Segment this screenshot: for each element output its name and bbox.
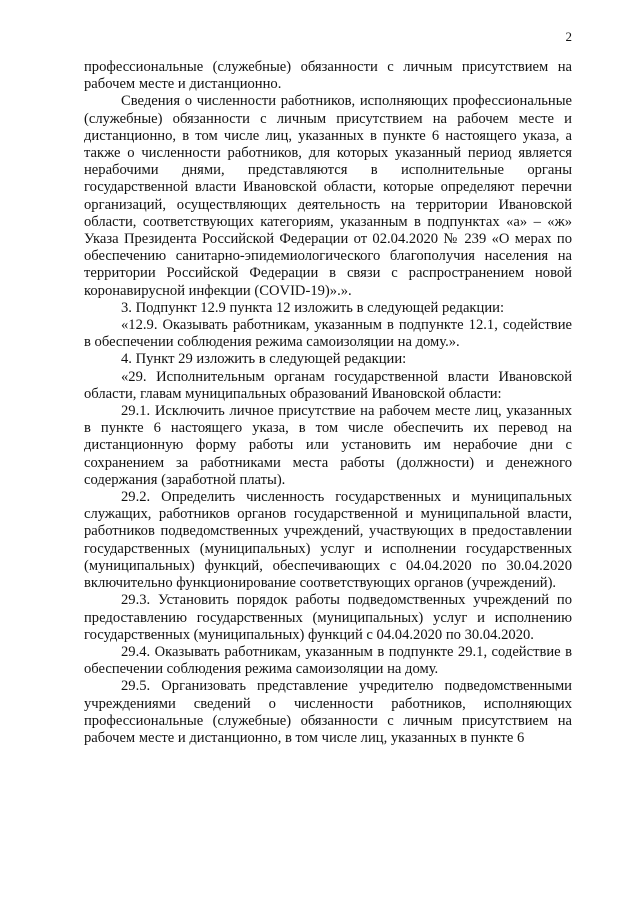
- paragraph-item-4: 4. Пункт 29 изложить в следующей редакции:: [121, 351, 407, 368]
- document-body: [84, 59, 572, 747]
- paragraph-item-12-9: «12.9. Оказывать работникам, указанным в подпункте 12.1, содействие в обеспечении соблюдения режима самоизоляции на дому.».: [84, 317, 572, 351]
- paragraph-svedeniya: Сведения о численности работников, исполняющих профессиональные (служебные) обязанности с личным присутствием на рабочем месте и дистанционно, в том числе лиц, указанных в пункте 6 настоящего указа, а также о численности работников, для которых указанный период является нерабочими днями, представляются в исполнительные органы государственной власти Ивановской области, которые определяют перечни организаций, осуществляющих деятельность на территории Ивановской области, соответствующих категориям, указанным в подпунктах «а» – «ж» Указа Президента Российской Федерации от 02.04.2020 № 239 «О мерах по обеспечению санитарно-эпидемиологического благополучия населения на территории Российской Федерации в связи с распространением новой коронавирусной инфекции (COVID-19)».».: [84, 93, 572, 299]
- page-number: 2: [565, 29, 572, 44]
- paragraph-item-29: «29. Исполнительным органам государственной власти Ивановской области, главам муниципальных образований Ивановской области:: [84, 368, 572, 402]
- paragraph-item-29-2: 29.2. Определить численность государственных и муниципальных служащих, работников органов государственной и муниципальной власти, работников подведомственных учреждений, участвующих в предоставлении государственных (муниципальных) услуг и исполнении государственных (муниципальных) функций, обеспечивающих с 04.04.2020 по 30.04.2020 включительно функционирование соответствующих органов (учреждений).: [84, 489, 572, 592]
- paragraph-item-29-5: 29.5. Организовать представление учредителю подведомственными учреждениями сведений о численности работников, исполняющих профессиональные (служебные) обязанности с личным присутствием на рабочем месте и дистанционно, в том числе лиц, указанных в пункте 6: [84, 678, 572, 746]
- paragraph-item-29-4: 29.4. Оказывать работникам, указанным в подпункте 29.1, содействие в обеспечении соблюдения режима самоизоляции на дому.: [84, 643, 572, 678]
- paragraph-item-29-1: 29.1. Исключить личное присутствие на рабочем месте лиц, указанных в пункте 6 настоящего указа, в том числе обеспечить их перевод на дистанционную форму работы или установить им нерабочие дни с сохранением за работниками места работы (должности) и денежного содержания (заработной платы).: [84, 403, 572, 488]
- paragraph-item-29-3: 29.3. Установить порядок работы подведомственных учреждений по предоставлению государственных (муниципальных) услуг и исполнению государственных (муниципальных) функций с 04.04.2020 по 30.04.2020.: [84, 592, 572, 643]
- paragraph-item-3: 3. Подпункт 12.9 пункта 12 изложить в следующей редакции:: [121, 299, 505, 316]
- paragraph-continuation: профессиональные (служебные) обязанности с личным присутствием на рабочем месте и дистанционно.: [84, 59, 572, 93]
